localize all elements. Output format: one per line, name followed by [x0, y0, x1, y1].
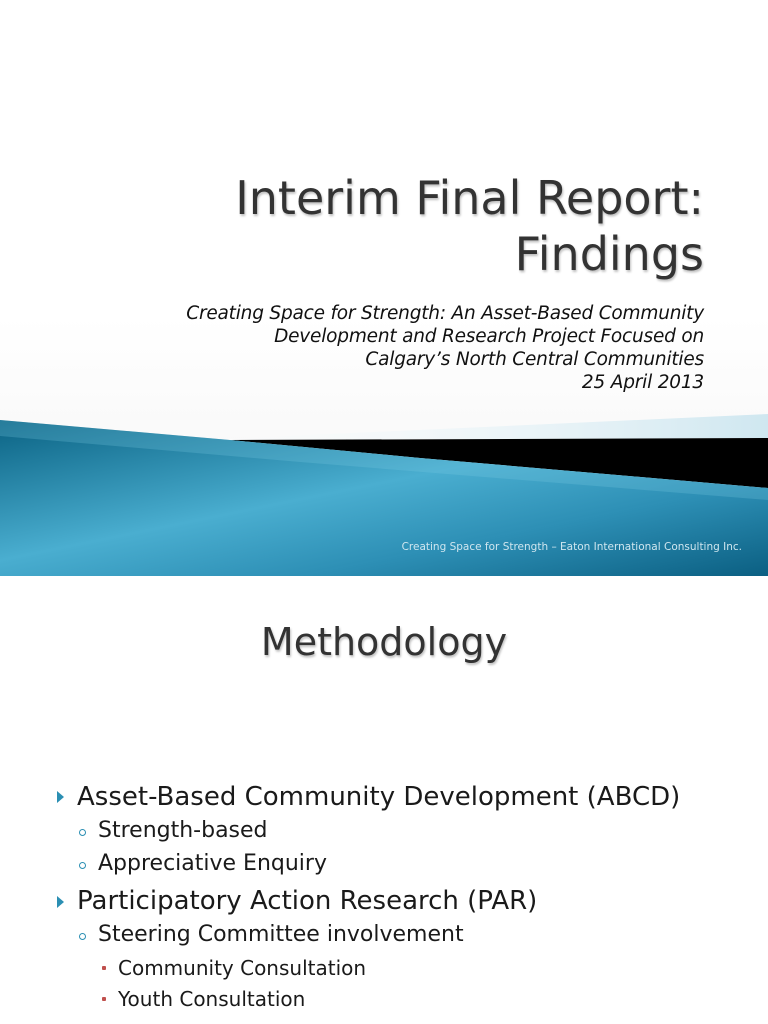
square-bullet-icon — [102, 997, 106, 1001]
bullet-level1: Participatory Action Research (PAR) — [77, 886, 538, 916]
square-bullet-icon — [102, 966, 106, 970]
bullet-level2: Steering Committee involvement — [98, 922, 464, 947]
bullet-level3: Community Consultation — [118, 956, 367, 980]
pale-blue-band — [200, 414, 768, 440]
subtitle-line-1: Creating Space for Strength: An Asset-Based Community — [186, 303, 704, 324]
title-line-1: Interim Final Report: — [235, 171, 704, 225]
title-line-2: Findings — [514, 227, 704, 281]
circle-bullet-icon — [79, 862, 86, 869]
slide-footer: Creating Space for Strength – Eaton International Consulting Inc. — [401, 541, 742, 553]
subtitle-line-3: Calgary’s North Central Communities — [365, 349, 704, 370]
circle-bullet-icon — [79, 829, 86, 836]
subtitle-line-2: Development and Research Project Focused on — [274, 326, 704, 347]
triangle-bullet-icon — [57, 791, 64, 803]
circle-bullet-icon — [79, 933, 86, 940]
slide-title — [120, 170, 704, 282]
slide-heading: Methodology — [260, 620, 508, 664]
methodology-slide — [0, 576, 768, 1024]
bullet-level2: Appreciative Enquiry — [98, 851, 327, 876]
triangle-bullet-icon — [57, 896, 64, 908]
bullet-level1: Asset-Based Community Development (ABCD) — [77, 782, 681, 812]
subtitle-date: 25 April 2013 — [581, 372, 704, 393]
bullet-level3: Youth Consultation — [118, 987, 306, 1011]
slide-subtitle — [100, 302, 704, 394]
bullet-level2: Strength-based — [98, 818, 268, 843]
